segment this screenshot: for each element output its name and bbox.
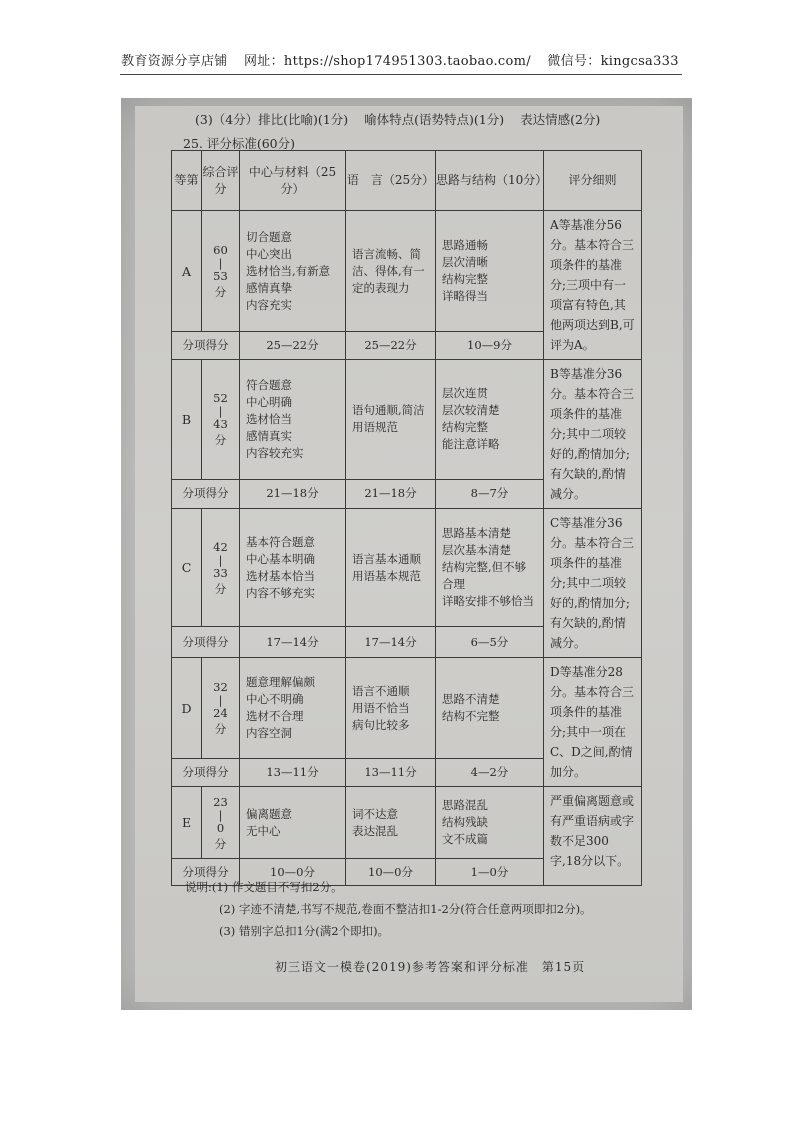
q3-answer-line <box>195 110 612 128</box>
level-e: E <box>172 787 202 859</box>
q3-part-1: (3)（4分）排比(比喻)(1分) <box>195 112 349 127</box>
score-structure-b: 8—7分 <box>436 479 544 508</box>
content-a: 切合题意 中心突出 选材恰当,有新意 感情真挚 内容充实 <box>240 211 346 332</box>
structure-c: 思路基本清楚 层次基本清楚 结构完整,但不够 合理 详略安排不够恰当 <box>436 509 544 627</box>
score-structure-c: 6—5分 <box>436 627 544 658</box>
structure-b: 层次连贯 层次较清楚 结构完整 能注意详略 <box>436 360 544 480</box>
score-language-d: 13—11分 <box>346 759 436 787</box>
table-row <box>172 211 642 332</box>
content-b: 符合题意 中心明确 选材恰当 感情真实 内容较充实 <box>240 360 346 480</box>
header-language: 语 言（25分） <box>346 151 436 211</box>
level-b: B <box>172 360 202 480</box>
table-row <box>172 509 642 627</box>
score-content-c: 17—14分 <box>240 627 346 658</box>
language-c: 语言基本通顺 用语基本规范 <box>346 509 436 627</box>
note-2: (2) 字迹不清楚,书写不规范,卷面不整洁扣1-2分(符合任意两项即扣2分)。 <box>219 902 592 916</box>
level-a: A <box>172 211 202 332</box>
detail-e: 严重偏离题意或有严重语病或字数不足300字,18分以下。 <box>544 787 642 886</box>
score-structure-e: 1—0分 <box>436 859 544 886</box>
range-a: 60 | 53 分 <box>202 211 240 332</box>
structure-e: 思路混乱 结构残缺 文不成篇 <box>436 787 544 859</box>
score-label: 分项得分 <box>172 859 240 886</box>
header-structure: 思路与结构（10分） <box>436 151 544 211</box>
notes-section <box>185 876 592 942</box>
grading-table <box>171 150 642 886</box>
header-level: 等第 <box>172 151 202 211</box>
detail-b: B等基准分36分。基本符合三项条件的基准分;其中二项较好的,酌情加分;有欠缺的,酌情减分。 <box>544 360 642 509</box>
table-row <box>172 360 642 480</box>
note-1: 说明:(1) 作文题目不写扣2分。 <box>185 880 343 894</box>
score-content-a: 25—22分 <box>240 332 346 360</box>
detail-c: C等基准分36分。基本符合三项条件的基准分;其中二项较好的,酌情加分;有欠缺的,酌情减分。 <box>544 509 642 658</box>
detail-d: D等基准分28分。基本符合三项条件的基准分;其中一项在C、D之间,酌情加分。 <box>544 658 642 787</box>
score-label: 分项得分 <box>172 627 240 658</box>
score-content-e: 10—0分 <box>240 859 346 886</box>
range-e: 23 | 0 分 <box>202 787 240 859</box>
range-d: 32 | 24 分 <box>202 658 240 759</box>
detail-a: A等基准分56分。基本符合三项条件的基准分;三项中有一项富有特色,其他两项达到B,可评为A。 <box>544 211 642 360</box>
table-row <box>172 658 642 759</box>
score-structure-a: 10—9分 <box>436 332 544 360</box>
table-row <box>172 787 642 859</box>
content-c: 基本符合题意 中心基本明确 选材基本恰当 内容不够充实 <box>240 509 346 627</box>
page-footer: 初三语文一模卷(2019)参考答案和评分标准 第15页 <box>275 960 586 974</box>
score-label: 分项得分 <box>172 479 240 508</box>
header-total: 综合评分 <box>202 151 240 211</box>
language-d: 语言不通顺 用语不恰当 病句比较多 <box>346 658 436 759</box>
page-header <box>0 50 800 72</box>
score-language-e: 10—0分 <box>346 859 436 886</box>
content-e: 偏离题意 无中心 <box>240 787 346 859</box>
q3-part-2: 喻体特点(语势特点)(1分) <box>364 112 505 127</box>
score-content-d: 13—11分 <box>240 759 346 787</box>
note-3: (3) 错别字总扣1分(满2个即扣)。 <box>219 924 390 938</box>
score-structure-d: 4—2分 <box>436 759 544 787</box>
range-b: 52 | 43 分 <box>202 360 240 480</box>
level-c: C <box>172 509 202 627</box>
score-language-a: 25—22分 <box>346 332 436 360</box>
language-a: 语言流畅、简 洁、得体,有一 定的表现力 <box>346 211 436 332</box>
structure-a: 思路通畅 层次清晰 结构完整 详略得当 <box>436 211 544 332</box>
q3-part-3: 表达情感(2分) <box>520 112 601 127</box>
header-divider <box>120 74 682 75</box>
level-d: D <box>172 658 202 759</box>
shop-name: 教育资源分享店铺 <box>121 54 228 69</box>
header-content: 中心与材料（25分） <box>240 151 346 211</box>
score-language-c: 17—14分 <box>346 627 436 658</box>
shop-url[interactable]: 网址：https://shop174951303.taobao.com/ <box>244 54 531 69</box>
content-d: 题意理解偏颇 中心不明确 选材不合理 内容空洞 <box>240 658 346 759</box>
header-detail: 评分细则 <box>544 151 642 211</box>
structure-d: 思路不清楚 结构不完整 <box>436 658 544 759</box>
score-language-b: 21—18分 <box>346 479 436 508</box>
range-c: 42 | 33 分 <box>202 509 240 627</box>
q25-title: 25. 评分标准(60分) <box>183 136 296 151</box>
language-e: 词不达意 表达混乱 <box>346 787 436 859</box>
paper-sheet <box>135 106 683 1002</box>
wechat-id: 微信号：kingcsa333 <box>547 54 679 69</box>
score-label: 分项得分 <box>172 332 240 360</box>
document-photo <box>121 98 692 1010</box>
language-b: 语句通顺,简洁 用语规范 <box>346 360 436 480</box>
score-content-b: 21—18分 <box>240 479 346 508</box>
table-header-row <box>172 151 642 211</box>
score-label: 分项得分 <box>172 759 240 787</box>
